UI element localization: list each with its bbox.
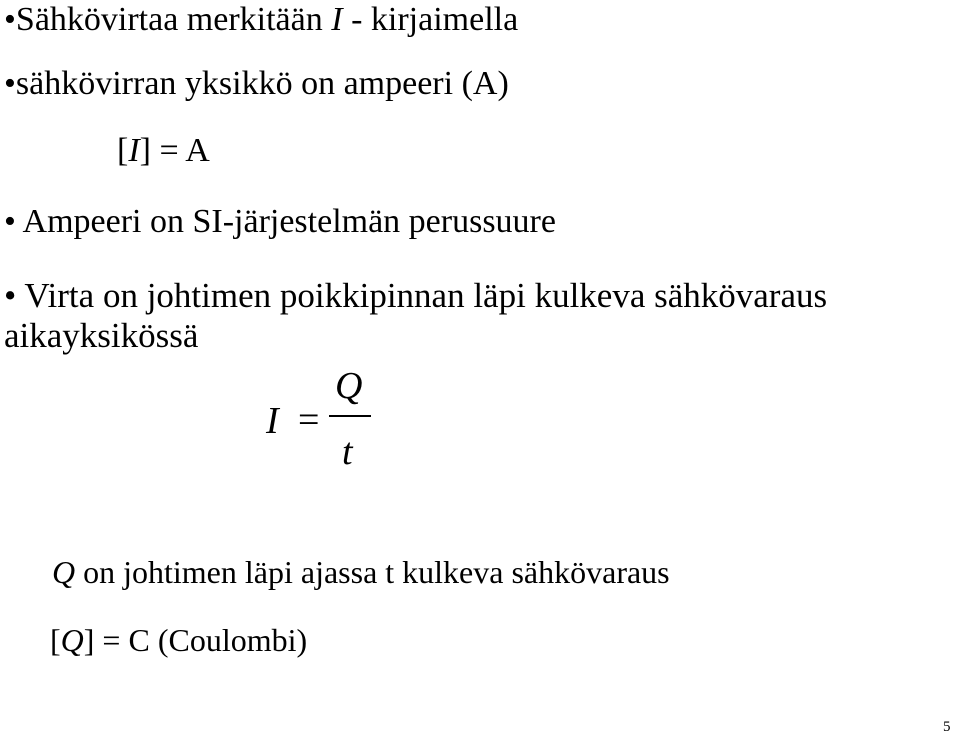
bullet: • [4,1,16,38]
bullet: • [4,203,16,240]
line-5-text: Virta on johtimen poikkipinnan läpi kulkeva sähkövaraus [16,276,828,315]
bullet-line-3 [4,202,556,242]
bullet-line-2 [4,64,509,104]
unit-text: ] = C (Coulombi) [83,622,308,658]
unit-of-current [117,131,210,171]
line-1-text: Sähkövirtaa merkitään [15,1,332,38]
current-symbol: I [331,1,343,38]
current-symbol: I [128,132,140,169]
bullet-line-4 [4,276,827,316]
charge-symbol: Q [60,622,84,658]
formula-denominator: t [342,431,353,473]
bracket-open: [ [117,132,129,169]
line-4-text: Ampeeri on SI-järjestelmän perussuure [15,203,556,240]
unit-of-charge [50,620,307,660]
bullet-line-1 [4,0,518,40]
formula-numerator: Q [335,365,363,407]
bullet-line-4-continuation [4,316,198,356]
bullet: • [4,276,17,315]
charge-symbol: Q [52,554,76,590]
unit-text: ] = A [139,132,210,169]
line-1-text-end: - kirjaimella [342,1,519,38]
formula-current-symbol: I [266,400,279,442]
bullet: • [4,65,16,102]
charge-definition [52,552,670,592]
fraction-bar [329,415,371,417]
line-7-text: on johtimen läpi ajassa t kulkeva sähkövaraus [75,554,670,590]
page-number: 5 [943,719,951,735]
formula-equals-sign: = [298,399,320,441]
line-6-text: aikayksikössä [4,316,199,355]
line-2-text: sähkövirran yksikkö on ampeeri (A) [15,65,509,102]
bracket-open: [ [50,622,61,658]
